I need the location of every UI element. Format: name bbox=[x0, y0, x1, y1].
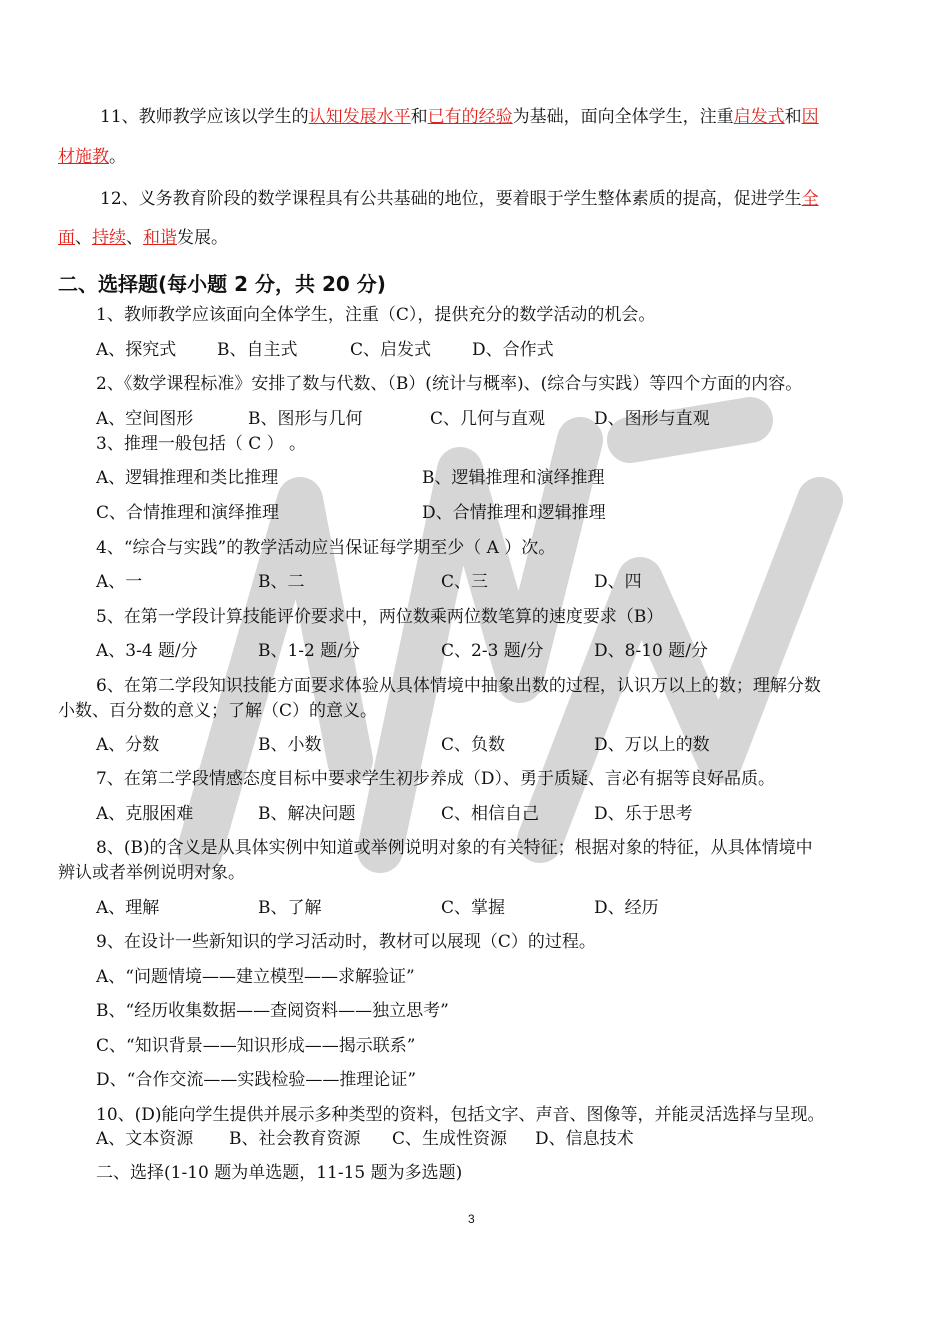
option: A、理解 bbox=[96, 898, 160, 918]
option: D、乐于思考 bbox=[594, 804, 693, 824]
option: B、图形与几何 bbox=[248, 409, 363, 429]
text: 11、教师教学应该以学生的 bbox=[100, 107, 309, 127]
question-stem: 2、《数学课程标准》安排了数与代数、（B）(统计与概率)、(综合与实践）等四个方面的内容。 bbox=[96, 374, 803, 394]
answer-blank: 面 bbox=[58, 228, 75, 248]
sub-section-note: 二、选择(1-10 题为单选题，11-15 题为多选题) bbox=[96, 1163, 463, 1183]
option: D、合情推理和逻辑推理 bbox=[422, 503, 606, 523]
option: D、四 bbox=[594, 572, 642, 592]
option: A、探究式 bbox=[96, 340, 177, 360]
option: B、解决问题 bbox=[258, 804, 356, 824]
answer-blank: 启发式 bbox=[733, 107, 785, 127]
question-stem: 6、在第二学段知识技能方面要求体验从具体情境中抽象出数的过程，认识万以上的数；理解分数 bbox=[96, 676, 821, 696]
question-stem: 1、教师教学应该面向全体学生，注重（C），提供充分的数学活动的机会。 bbox=[96, 305, 656, 325]
section-title: 二、选择题(每小题 2 分，共 20 分) bbox=[58, 272, 386, 296]
answer-blank: 全 bbox=[801, 189, 819, 209]
option: D、万以上的数 bbox=[594, 735, 710, 755]
fill-question-12-line1 bbox=[100, 188, 819, 210]
answer-blank: 材施教 bbox=[58, 147, 109, 167]
question-stem: 3、推理一般包括（ C ） 。 bbox=[96, 434, 307, 454]
fill-question-11-line1 bbox=[100, 106, 819, 128]
text: 和 bbox=[784, 107, 802, 127]
text: 、 bbox=[75, 228, 92, 248]
option: C、生成性资源 bbox=[392, 1129, 508, 1149]
text: 、 bbox=[126, 228, 143, 248]
text: 。 bbox=[109, 147, 126, 167]
option: A、文本资源 bbox=[96, 1129, 194, 1149]
answer-blank: 已有的经验 bbox=[427, 107, 513, 127]
option: A、克服困难 bbox=[96, 804, 194, 824]
option: C、负数 bbox=[441, 735, 506, 755]
question-stem: 10、(D)能向学生提供并展示多种类型的资料，包括文字、声音、图像等，并能灵活选择与呈现。 bbox=[96, 1105, 825, 1125]
option: B、社会教育资源 bbox=[229, 1129, 361, 1149]
option: D、“合作交流——实践检验——推理论证” bbox=[96, 1070, 417, 1090]
answer-blank: 认知发展水平 bbox=[308, 107, 411, 127]
question-stem-continued: 小数、百分数的意义；了解（C）的意义。 bbox=[58, 701, 378, 721]
option: B、1-2 题/分 bbox=[258, 641, 360, 661]
option: C、“知识背景——知识形成——揭示联系” bbox=[96, 1036, 416, 1056]
option: D、经历 bbox=[594, 898, 659, 918]
option: D、图形与直观 bbox=[594, 409, 710, 429]
answer-blank: 因 bbox=[801, 107, 819, 127]
option: C、掌握 bbox=[441, 898, 506, 918]
page-number: 3 bbox=[468, 1212, 475, 1226]
option: B、了解 bbox=[258, 898, 322, 918]
question-stem: 8、(B)的含义是从具体实例中知道或举例说明对象的有关特征；根据对象的特征，从具体情境中 bbox=[96, 838, 813, 858]
text: 12、义务教育阶段的数学课程具有公共基础的地位，要着眼于学生整体素质的提高，促进学生 bbox=[100, 189, 802, 209]
option: A、分数 bbox=[96, 735, 160, 755]
option: A、一 bbox=[96, 572, 143, 592]
option: C、2-3 题/分 bbox=[441, 641, 544, 661]
option: B、小数 bbox=[258, 735, 322, 755]
question-stem: 9、在设计一些新知识的学习活动时，教材可以展现（C）的过程。 bbox=[96, 932, 596, 952]
text: 为基础，面向全体学生，注重 bbox=[512, 107, 734, 127]
option: C、启发式 bbox=[350, 340, 432, 360]
question-stem: 7、在第二学段情感态度目标中要求学生初步养成（D）、勇于质疑、言必有据等良好品质。 bbox=[96, 769, 775, 789]
option: D、信息技术 bbox=[535, 1129, 634, 1149]
option: C、相信自己 bbox=[441, 804, 540, 824]
text: 和 bbox=[410, 107, 428, 127]
option: A、空间图形 bbox=[96, 409, 194, 429]
fill-question-11-line2 bbox=[58, 146, 126, 168]
option: B、“经历收集数据——查阅资料——独立思考” bbox=[96, 1001, 449, 1021]
option: A、逻辑推理和类比推理 bbox=[96, 468, 279, 488]
text: 发展。 bbox=[177, 228, 228, 248]
answer-blank: 和谐 bbox=[143, 228, 177, 248]
option: A、“问题情境——建立模型——求解验证” bbox=[96, 967, 415, 987]
option: C、三 bbox=[441, 572, 489, 592]
option: D、8-10 题/分 bbox=[594, 641, 708, 661]
option: B、自主式 bbox=[217, 340, 298, 360]
option: A、3-4 题/分 bbox=[96, 641, 198, 661]
option: B、逻辑推理和演绎推理 bbox=[422, 468, 605, 488]
question-stem: 4、“综合与实践”的教学活动应当保证每学期至少（ A ）次。 bbox=[96, 538, 556, 558]
fill-question-12-line2 bbox=[58, 227, 228, 249]
answer-blank: 持续 bbox=[92, 228, 126, 248]
question-stem: 5、在第一学段计算技能评价要求中，两位数乘两位数笔算的速度要求（B） bbox=[96, 607, 664, 627]
option: C、几何与直观 bbox=[430, 409, 546, 429]
option: D、合作式 bbox=[472, 340, 554, 360]
option: C、合情推理和演绎推理 bbox=[96, 503, 280, 523]
option: B、二 bbox=[258, 572, 305, 592]
question-stem-continued: 辨认或者举例说明对象。 bbox=[58, 863, 245, 883]
